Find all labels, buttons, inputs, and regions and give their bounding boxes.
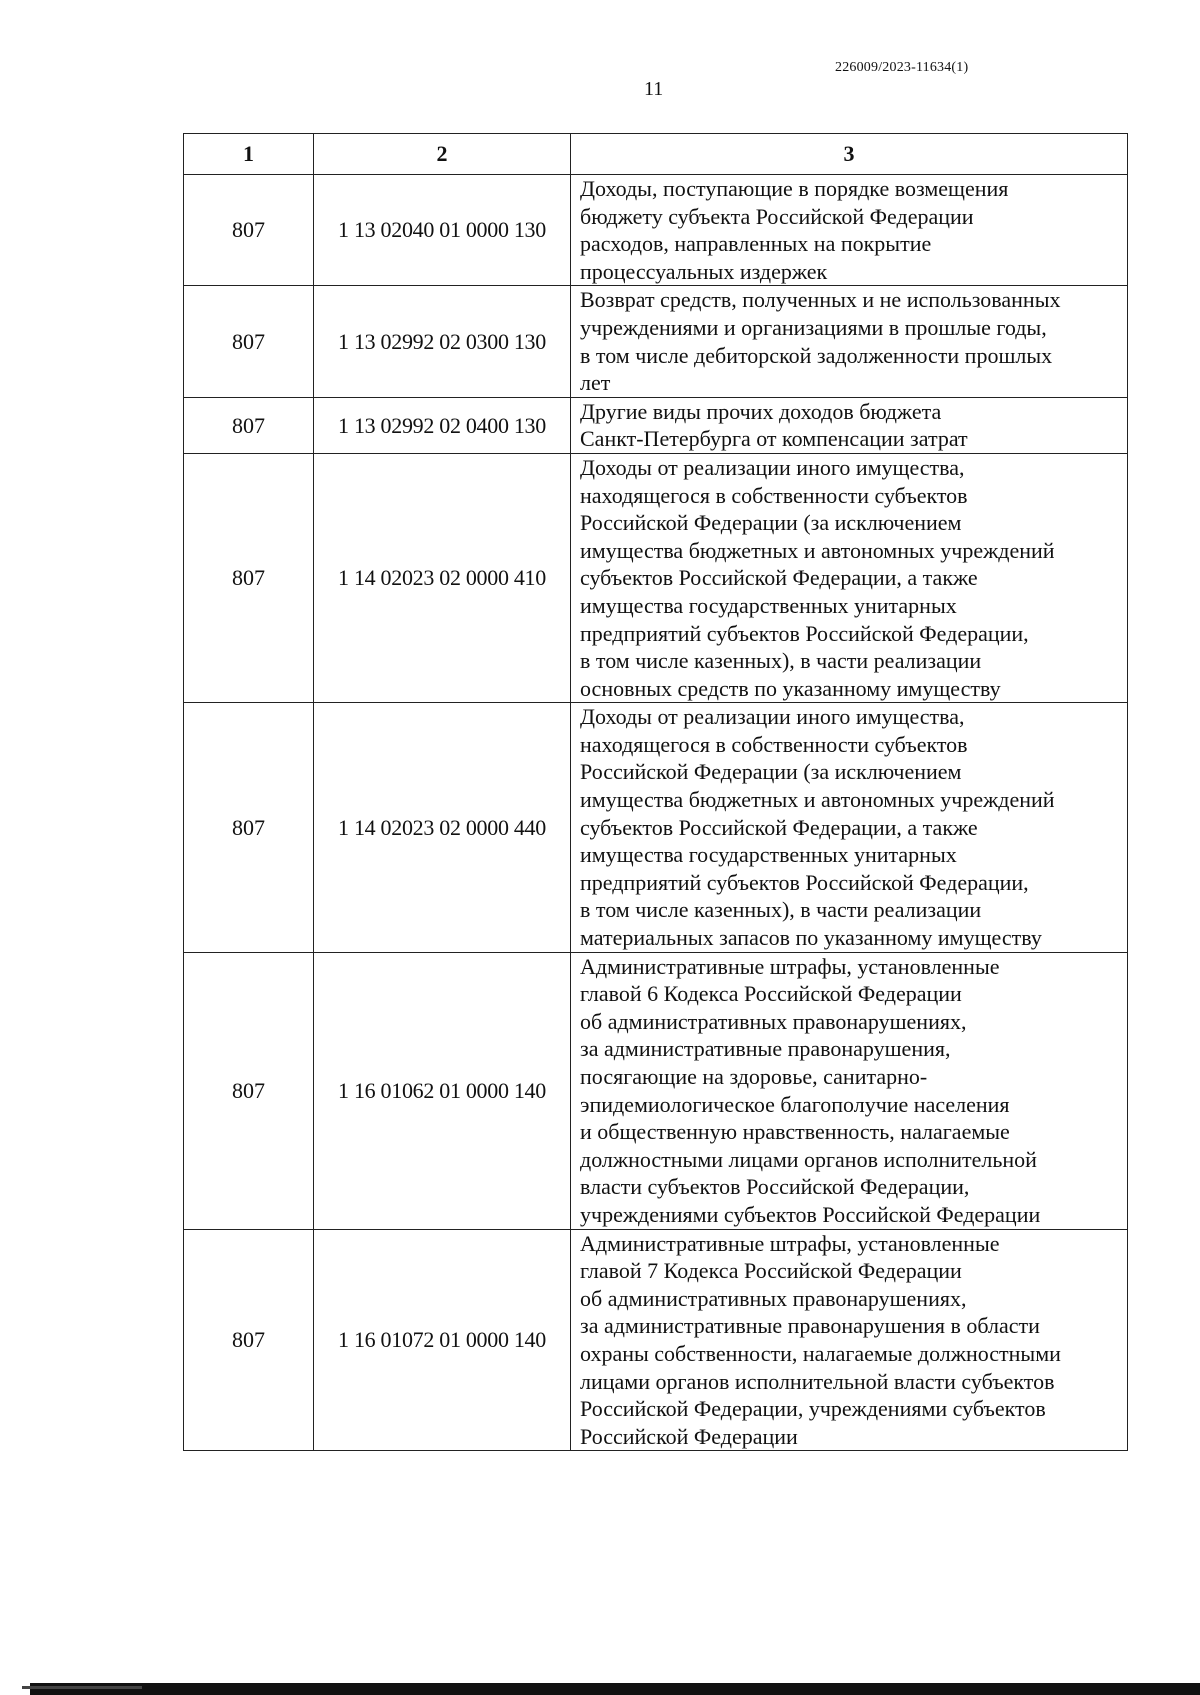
- table-row: [184, 175, 1128, 286]
- description-line: в том числе казенных), в части реализации: [580, 897, 982, 923]
- admin-code-cell: 807: [184, 397, 314, 453]
- revenue-code-cell: 1 13 02992 02 0400 130: [314, 397, 571, 453]
- revenue-description-cell: [571, 175, 1128, 286]
- description-line: должностными лицами органов исполнительной: [580, 1146, 1037, 1172]
- description-line: эпидемиологическое благополучие населения: [580, 1091, 1010, 1117]
- description-line: в том числе казенных), в части реализации: [580, 648, 982, 674]
- description-line: имущества государственных унитарных: [580, 842, 957, 868]
- table-header-row: [184, 134, 1128, 175]
- description-line: Российской Федерации: [580, 1423, 798, 1449]
- admin-code-cell: 807: [184, 453, 314, 702]
- description-line: находящегося в собственности субъектов: [580, 482, 968, 508]
- description-line: об административных правонарушениях,: [580, 1008, 967, 1034]
- description-line: Другие виды прочих доходов бюджета: [580, 398, 942, 424]
- description-line: посягающие на здоровье, санитарно-: [580, 1064, 928, 1089]
- description-line: об административных правонарушениях,: [580, 1285, 967, 1311]
- description-line: основных средств по указанному имуществу: [580, 675, 1001, 701]
- description-line: Административные штрафы, установленные: [580, 953, 1000, 979]
- admin-code-cell: 807: [184, 286, 314, 397]
- description-line: бюджету субъекта Российской Федерации: [580, 203, 974, 229]
- description-line: Возврат средств, полученных и не использованных: [580, 287, 1061, 313]
- column-header-3: 3: [571, 134, 1128, 175]
- table-row: [184, 703, 1128, 952]
- document-registration-number: 226009/2023-11634(1): [835, 60, 969, 75]
- description-line: Доходы от реализации иного имущества,: [580, 704, 965, 730]
- table-row: [184, 286, 1128, 397]
- admin-code-cell: 807: [184, 175, 314, 286]
- description-line: учреждениями и организациями в прошлые годы,: [580, 314, 1047, 340]
- admin-code-cell: 807: [184, 952, 314, 1229]
- revenue-code-cell: 1 13 02040 01 0000 130: [314, 175, 571, 286]
- description-line: Российской Федерации, учреждениями субъектов: [580, 1396, 1046, 1422]
- admin-code-cell: 807: [184, 1229, 314, 1451]
- revenue-code-cell: 1 16 01072 01 0000 140: [314, 1229, 571, 1451]
- description-line: охраны собственности, налагаемые должностными: [580, 1340, 1061, 1366]
- description-line: имущества государственных унитарных: [580, 592, 957, 618]
- description-line: Российской Федерации (за исключением: [580, 510, 962, 536]
- revenue-description-cell: [571, 286, 1128, 397]
- description-line: предприятий субъектов Российской Федерации,: [580, 620, 1029, 646]
- description-line: имущества бюджетных и автономных учреждений: [580, 787, 1055, 813]
- description-line: и общественную нравственность, налагаемые: [580, 1119, 1010, 1145]
- table-row: [184, 453, 1128, 702]
- description-line: лицами органов исполнительной власти субъектов: [580, 1368, 1055, 1394]
- description-line: главой 6 Кодекса Российской Федерации: [580, 981, 962, 1007]
- revenue-description-cell: [571, 952, 1128, 1229]
- revenue-description-cell: [571, 1229, 1128, 1451]
- description-line: Российской Федерации (за исключением: [580, 759, 962, 785]
- revenue-codes-table: [183, 133, 1128, 1451]
- table-row: [184, 1229, 1128, 1451]
- column-header-1: 1: [184, 134, 314, 175]
- description-line: субъектов Российской Федерации, а также: [580, 814, 978, 840]
- revenue-code-cell: 1 14 02023 02 0000 410: [314, 453, 571, 702]
- column-header-2: 2: [314, 134, 571, 175]
- description-line: материальных запасов по указанному имуществу: [580, 925, 1042, 951]
- revenue-code-cell: 1 13 02992 02 0300 130: [314, 286, 571, 397]
- description-line: имущества бюджетных и автономных учреждений: [580, 537, 1055, 563]
- description-line: расходов, направленных на покрытие: [580, 231, 932, 257]
- description-line: лет: [580, 370, 611, 396]
- revenue-code-cell: 1 16 01062 01 0000 140: [314, 952, 571, 1229]
- revenue-description-cell: [571, 453, 1128, 702]
- revenue-code-cell: 1 14 02023 02 0000 440: [314, 703, 571, 952]
- admin-code-cell: 807: [184, 703, 314, 952]
- description-line: предприятий субъектов Российской Федерации,: [580, 869, 1029, 895]
- description-line: субъектов Российской Федерации, а также: [580, 565, 978, 591]
- description-line: главой 7 Кодекса Российской Федерации: [580, 1258, 962, 1284]
- description-line: процессуальных издержек: [580, 258, 828, 284]
- scan-bottom-edge-mark: [22, 1686, 142, 1689]
- page-number: 11: [644, 78, 664, 100]
- revenue-description-cell: [571, 397, 1128, 453]
- description-line: учреждениями субъектов Российской Федерации: [580, 1201, 1041, 1227]
- description-line: за административные правонарушения в области: [580, 1313, 1040, 1339]
- description-line: Доходы от реализации иного имущества,: [580, 454, 965, 480]
- description-line: Доходы, поступающие в порядке возмещения: [580, 176, 1009, 201]
- scan-bottom-edge: [30, 1683, 1200, 1695]
- revenue-description-cell: [571, 703, 1128, 952]
- description-line: Санкт-Петербурга от компенсации затрат: [580, 426, 968, 452]
- description-line: находящегося в собственности субъектов: [580, 731, 968, 757]
- description-line: Административные штрафы, установленные: [580, 1230, 1000, 1256]
- description-line: власти субъектов Российской Федерации,: [580, 1174, 970, 1200]
- table-row: [184, 952, 1128, 1229]
- table-row: [184, 397, 1128, 453]
- description-line: за административные правонарушения,: [580, 1036, 951, 1062]
- description-line: в том числе дебиторской задолженности прошлых: [580, 342, 1053, 368]
